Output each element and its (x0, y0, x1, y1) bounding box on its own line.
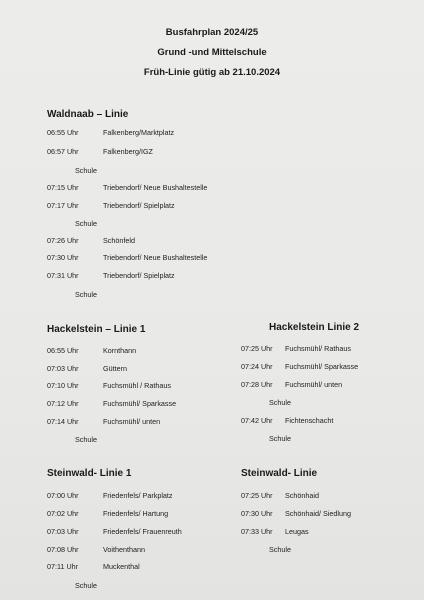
school-note: Schule (75, 435, 97, 444)
school-note: Schule (75, 290, 97, 299)
stop-place: Kornthann (103, 346, 137, 355)
stop-time: 06:55 Uhr (47, 346, 79, 355)
stop-place: Friedenfels/ Hartung (103, 509, 169, 518)
school-note: Schule (269, 398, 291, 407)
stop-place: Falkenberg/IGZ (103, 147, 153, 156)
stop-place: Schönhaid/ Siedlung (285, 509, 351, 518)
steinwald1-title: Steinwald- Linie 1 (47, 468, 132, 479)
stop-place: Fuchsmühl/ unten (103, 417, 161, 426)
stop-time: 07:03 Uhr (47, 364, 79, 373)
stop-place: Schönfeld (103, 236, 135, 245)
waldnaab-title: Waldnaab – Linie (47, 109, 129, 120)
stop-time: 07:08 Uhr (47, 545, 79, 554)
stop-time: 07:33 Uhr (241, 527, 273, 536)
stop-time: 07:10 Uhr (47, 381, 79, 390)
hackelstein2-title: Hackelstein Linie 2 (269, 322, 360, 333)
stop-time: 07:24 Uhr (241, 362, 273, 371)
stop-place: Triebendorf/ Spielplatz (103, 201, 175, 210)
stop-time: 07:28 Uhr (241, 380, 273, 389)
stop-time: 07:17 Uhr (47, 201, 79, 210)
stop-place: Triebendorf/ Neue Bushaltestelle (103, 183, 208, 192)
stop-place: Fuchsmühl/ Rathaus (285, 344, 351, 353)
stop-place: Triebendorf/ Neue Bushaltestelle (103, 253, 208, 262)
stop-time: 06:55 Uhr (47, 128, 79, 137)
stop-place: Leugas (285, 527, 309, 536)
stop-place: Fuchsmühl/ Sparkasse (103, 399, 177, 408)
stop-time: 07:00 Uhr (47, 491, 79, 500)
stop-place: Triebendorf/ Spielplatz (103, 271, 175, 280)
stop-time: 07:31 Uhr (47, 271, 79, 280)
stop-time: 07:26 Uhr (47, 236, 79, 245)
stop-time: 06:57 Uhr (47, 147, 79, 156)
steinwald2-title: Steinwald- Linie (241, 468, 318, 479)
stop-place: Fuchsmühl / Rathaus (103, 381, 171, 390)
stop-time: 07:25 Uhr (241, 491, 273, 500)
school-note: Schule (75, 219, 97, 228)
stop-place: Güttern (103, 364, 127, 373)
hackelstein1-title: Hackelstein – Linie 1 (47, 324, 146, 335)
school-name: Grund -und Mittelschule (157, 47, 267, 58)
stop-place: Voithenthann (103, 545, 145, 554)
stop-place: Fuchsmühl/ Sparkasse (285, 362, 359, 371)
stop-place: Friedenfels/ Parkplatz (103, 491, 173, 500)
stop-time: 07:25 Uhr (241, 344, 273, 353)
school-note: Schule (269, 434, 291, 443)
stop-time: 07:14 Uhr (47, 417, 79, 426)
document-title: Busfahrplan 2024/25 (165, 27, 259, 38)
stop-time: 07:12 Uhr (47, 399, 79, 408)
stop-place: Fuchsmühl/ unten (285, 380, 343, 389)
school-note: Schule (75, 166, 97, 175)
stop-time: 07:11 Uhr (47, 562, 79, 571)
school-note: Schule (269, 545, 291, 554)
stop-time: 07:30 Uhr (241, 509, 273, 518)
school-note: Schule (75, 581, 97, 590)
stop-place: Friedenfels/ Frauenreuth (103, 527, 182, 536)
stop-time: 07:15 Uhr (47, 183, 79, 192)
stop-place: Schönhaid (285, 491, 319, 500)
validity-line: Früh-Linie gütig ab 21.10.2024 (143, 67, 281, 78)
stop-time: 07:03 Uhr (47, 527, 79, 536)
stop-place: Muckenthal (103, 562, 140, 571)
stop-time: 07:42 Uhr (241, 416, 273, 425)
stop-time: 07:30 Uhr (47, 253, 79, 262)
stop-place: Fichtenschacht (285, 416, 334, 425)
stop-place: Falkenberg/Marktplatz (103, 128, 175, 137)
stop-time: 07:02 Uhr (47, 509, 79, 518)
